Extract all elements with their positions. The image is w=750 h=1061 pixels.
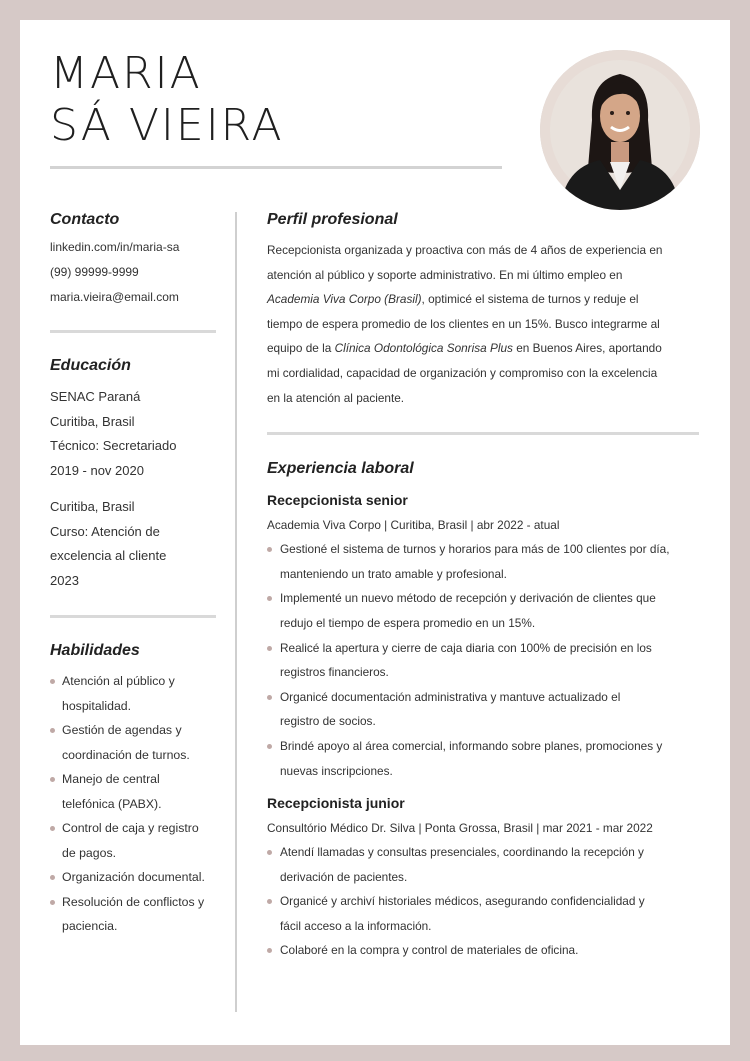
job-title: Recepcionista junior — [267, 795, 405, 812]
bullet-dot — [267, 586, 280, 635]
emphasis-text: Academia Viva Corpo (Brasil) — [267, 292, 422, 307]
education-section — [50, 357, 220, 593]
section-divider — [50, 615, 216, 618]
job-bullet — [267, 586, 707, 635]
skill-text — [62, 890, 204, 939]
bullet-dot — [267, 685, 280, 734]
section-divider — [50, 330, 216, 333]
bullet-line: Colaboré en la compra y control de materiales de oficina. — [280, 943, 579, 958]
section-divider — [267, 432, 699, 435]
profile-summary — [267, 238, 707, 410]
bullet-line: derivación de pacientes. — [280, 869, 408, 884]
job-entry — [267, 492, 707, 783]
bullet-line: Brindé apoyo al área comercial, informando sobre planes, promociones y — [280, 738, 663, 753]
bullet-text — [280, 840, 644, 889]
skill-item — [50, 718, 220, 767]
skill-line: paciencia. — [62, 919, 118, 933]
job-entry — [267, 795, 707, 963]
education-entry — [50, 385, 220, 483]
job-bullets — [267, 537, 707, 783]
education-entry — [50, 495, 220, 593]
profile-title: Perfil profesional — [267, 211, 398, 228]
skill-text — [62, 816, 199, 865]
bullet-dot — [50, 669, 62, 718]
bullet-line: Implementé un nuevo método de recepción y derivación de clientes que — [280, 591, 656, 606]
bullet-line: fácil acceso a la información. — [280, 918, 432, 933]
job-bullets — [267, 840, 707, 963]
bullet-dot — [50, 865, 62, 890]
job-bullet — [267, 685, 707, 734]
skill-line: Control de caja y registro — [62, 821, 199, 835]
skill-line: hospitalidad. — [62, 698, 132, 713]
name-divider — [50, 166, 502, 169]
bullet-dot — [267, 734, 280, 783]
bullet-text — [280, 685, 620, 734]
job-bullet — [267, 734, 707, 783]
job-title: Recepcionista senior — [267, 492, 408, 509]
bullet-line: registros financieros. — [280, 665, 389, 680]
profile-line — [267, 287, 707, 312]
profile-text: en la atención al paciente. — [267, 390, 405, 405]
skill-item — [50, 865, 220, 890]
skill-item — [50, 890, 220, 939]
education-line: Curso: Atención de — [50, 523, 160, 539]
jobs-list — [267, 492, 707, 963]
bullet-line: Organicé y archiví historiales médicos, asegurando confidencialidad y — [280, 894, 645, 909]
skill-line: de pagos. — [62, 845, 117, 860]
education-line: Curitiba, Brasil — [50, 499, 135, 514]
education-line: 2023 — [50, 572, 79, 588]
experience-title: Experiencia laboral — [267, 460, 414, 478]
bullet-dot — [50, 816, 62, 865]
job-meta: Academia Viva Corpo | Curitiba, Brasil | abr 2022 - atual — [267, 518, 560, 533]
skills-section — [50, 642, 220, 939]
name-line-1: MARIA — [50, 48, 202, 99]
bullet-dot — [50, 718, 62, 767]
profile-line — [267, 336, 707, 361]
job-bullet — [267, 889, 707, 938]
skill-item — [50, 767, 220, 816]
skill-item — [50, 816, 220, 865]
education-line: 2019 - nov 2020 — [50, 462, 144, 478]
skill-line: Manejo de central — [62, 772, 160, 786]
contact-title: Contacto — [50, 211, 120, 228]
profile-line — [267, 263, 707, 288]
bullet-text — [280, 889, 645, 938]
bullet-text — [280, 636, 652, 685]
bullet-dot — [50, 890, 62, 939]
education-line: excelencia al cliente — [50, 548, 167, 563]
bullet-line: Atendí llamadas y consultas presenciales, coordinando la recepción y — [280, 845, 644, 860]
linkedin-link[interactable]: linkedin.com/in/maria-sa — [50, 240, 180, 254]
bullet-dot — [267, 938, 280, 963]
profile-line — [267, 386, 707, 411]
skills-title: Habilidades — [50, 642, 140, 659]
bullet-dot — [267, 537, 280, 586]
skills-list — [50, 669, 220, 939]
phone-number: (99) 99999-9999 — [50, 265, 139, 279]
education-line: Curitiba, Brasil — [50, 413, 135, 429]
skill-item — [50, 669, 220, 718]
education-line: SENAC Paraná — [50, 389, 141, 404]
bullet-dot — [267, 889, 280, 938]
emphasis-text: Clínica Odontológica Sonrisa Plus — [334, 341, 513, 356]
bullet-line: Realicé la apertura y cierre de caja diaria con 100% de precisión en los — [280, 640, 652, 655]
skill-text — [62, 669, 175, 718]
bullet-line: nuevas inscripciones. — [280, 763, 393, 778]
bullet-text — [280, 938, 578, 963]
email-link[interactable]: maria.vieira@email.com — [50, 290, 179, 304]
profile-text: atención al público y soporte administrativo. En mi último empleo en — [267, 267, 623, 282]
column-divider — [235, 212, 237, 1012]
profile-text: mi cordialidad, capacidad de organización y compromiso con la excelencia — [267, 365, 658, 380]
experience-section — [267, 460, 707, 963]
profile-line — [267, 312, 707, 337]
job-bullet — [267, 938, 707, 963]
name-line-2: SÁ VIEIRA — [50, 100, 284, 151]
job-bullet — [267, 636, 707, 685]
job-bullet — [267, 840, 707, 889]
education-title: Educación — [50, 357, 131, 374]
bullet-line: redujo el tiempo de espera promedio en un 15%. — [280, 615, 536, 630]
education-line: Técnico: Secretariado — [50, 438, 177, 453]
candidate-name — [50, 48, 284, 152]
right-column — [267, 210, 707, 963]
profile-text: en Buenos Aires, aportando — [512, 341, 662, 356]
profile-line — [267, 361, 707, 386]
bullet-dot — [267, 840, 280, 889]
skill-text — [62, 865, 205, 890]
skill-line: Gestión de agendas y — [62, 723, 182, 737]
profile-text: , optimicé el sistema de turnos y reduje el — [421, 292, 639, 307]
skill-line: telefónica (PABX). — [62, 796, 162, 811]
skill-text — [62, 767, 162, 816]
profile-line — [267, 238, 707, 263]
resume-page — [20, 20, 730, 1045]
skill-text — [62, 718, 190, 767]
bullet-text — [280, 586, 656, 635]
bullet-text — [280, 537, 670, 586]
profile-text: tiempo de espera promedio de los clientes en un 15%. Busco integrarme al — [267, 316, 660, 331]
bullet-dot — [267, 636, 280, 685]
profile-section — [267, 211, 707, 410]
skill-line: Resolución de conflictos y — [62, 894, 205, 909]
contact-section — [50, 211, 220, 310]
bullet-line: manteniendo un trato amable y profesional. — [280, 566, 507, 581]
skill-line: Atención al público y — [62, 674, 175, 688]
profile-photo — [540, 50, 700, 210]
bullet-line: registro de socios. — [280, 714, 376, 729]
skill-line: Organización documental. — [62, 870, 205, 884]
bullet-dot — [50, 767, 62, 816]
profile-text: Recepcionista organizada y proactiva con más de 4 años de experiencia en — [267, 243, 663, 257]
bullet-line: Organicé documentación administrativa y mantuve actualizado el — [280, 689, 621, 704]
profile-text: equipo de la — [267, 341, 335, 356]
bullet-line: Gestioné el sistema de turnos y horarios para más de 100 clientes por día, — [280, 542, 670, 557]
left-column — [50, 210, 220, 939]
job-bullet — [267, 537, 707, 586]
skill-line: coordinación de turnos. — [62, 747, 190, 762]
job-meta: Consultório Médico Dr. Silva | Ponta Grossa, Brasil | mar 2021 - mar 2022 — [267, 821, 653, 836]
bullet-text — [280, 734, 662, 783]
